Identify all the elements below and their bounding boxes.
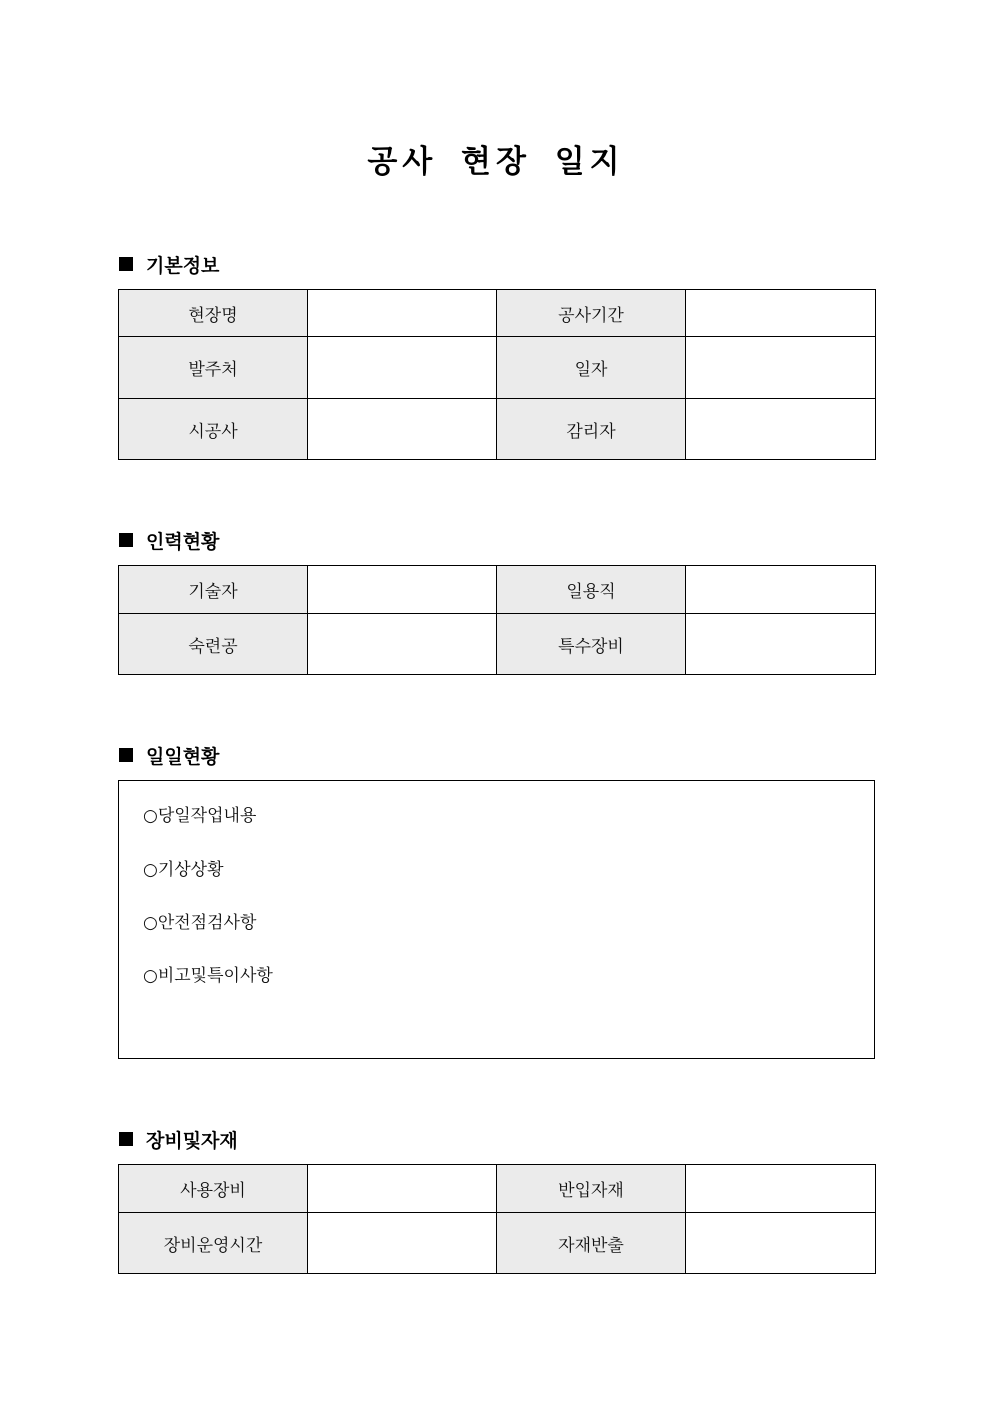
supervisor-field[interactable]	[686, 399, 876, 460]
section-heading-daily-status	[119, 743, 219, 767]
equipment-table	[118, 1164, 876, 1274]
section-heading-label: 인력현황	[146, 530, 220, 553]
weather-item: ○기상상황	[143, 860, 224, 880]
date-label: 일자	[497, 337, 686, 399]
materials-out-field[interactable]	[686, 1213, 876, 1274]
black-square-icon	[119, 748, 133, 762]
safety-check-item: ○안전점검사항	[143, 913, 257, 933]
section-heading-equipment-materials	[119, 1127, 238, 1151]
materials-out-label: 자재반출	[497, 1213, 686, 1274]
day-laborer-label: 일용직	[497, 566, 686, 614]
special-equipment-label: 특수장비	[497, 614, 686, 675]
day-laborer-field[interactable]	[686, 566, 876, 614]
contractor-label: 시공사	[119, 399, 308, 460]
client-field[interactable]	[308, 337, 497, 399]
section-heading-label: 일일현황	[146, 745, 220, 768]
black-square-icon	[119, 1132, 133, 1146]
manpower-table	[118, 565, 876, 675]
site-name-field[interactable]	[308, 290, 497, 337]
table-row	[119, 614, 876, 675]
client-label: 발주처	[119, 337, 308, 399]
daily-status-box[interactable]	[118, 780, 875, 1059]
section-heading-label: 기본정보	[146, 254, 220, 277]
daily-work-item: ○당일작업내용	[143, 806, 257, 826]
table-row	[119, 1165, 876, 1213]
construction-period-field[interactable]	[686, 290, 876, 337]
site-name-label: 현장명	[119, 290, 308, 337]
black-square-icon	[119, 533, 133, 547]
skilled-worker-label: 숙련공	[119, 614, 308, 675]
materials-in-field[interactable]	[686, 1165, 876, 1213]
equipment-hours-field[interactable]	[308, 1213, 497, 1274]
special-equipment-field[interactable]	[686, 614, 876, 675]
table-row	[119, 337, 876, 399]
construction-period-label: 공사기간	[497, 290, 686, 337]
document-title: 공사 현장 일지	[367, 144, 625, 180]
table-row	[119, 566, 876, 614]
table-row	[119, 290, 876, 337]
section-heading-basic-info	[119, 252, 219, 276]
date-field[interactable]	[686, 337, 876, 399]
black-square-icon	[119, 257, 133, 271]
section-heading-manpower	[119, 528, 219, 552]
remarks-item: ○비고및특이사항	[143, 966, 273, 986]
table-row	[119, 1213, 876, 1274]
technician-field[interactable]	[308, 566, 497, 614]
basic-info-table	[118, 289, 876, 460]
contractor-field[interactable]	[308, 399, 497, 460]
materials-in-label: 반입자재	[497, 1165, 686, 1213]
skilled-worker-field[interactable]	[308, 614, 497, 675]
technician-label: 기술자	[119, 566, 308, 614]
supervisor-label: 감리자	[497, 399, 686, 460]
table-row	[119, 399, 876, 460]
equipment-used-label: 사용장비	[119, 1165, 308, 1213]
equipment-hours-label: 장비운영시간	[119, 1213, 308, 1274]
equipment-used-field[interactable]	[308, 1165, 497, 1213]
section-heading-label: 장비및자재	[146, 1129, 238, 1152]
